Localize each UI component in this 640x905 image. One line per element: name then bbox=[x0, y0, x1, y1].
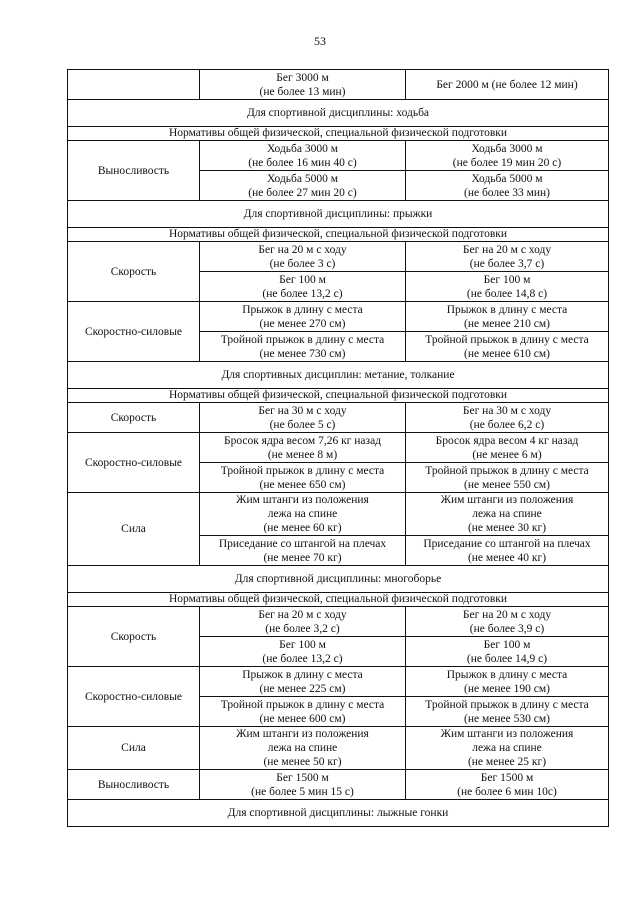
quality-label: Скоростно-силовые bbox=[68, 667, 200, 727]
norm-male bbox=[200, 463, 406, 493]
norm-male-line: Бег на 20 м с ходу bbox=[258, 243, 347, 256]
norm-female-line: (не более 14,9 с) bbox=[466, 652, 548, 665]
norm-male-line: (не менее 600 см) bbox=[259, 712, 346, 725]
norm-male-line: (не более 13,2 с) bbox=[262, 652, 343, 665]
norm-female-line: Жим штанги из положения bbox=[440, 494, 574, 506]
norm-female-line: Бег 100 м bbox=[483, 638, 531, 651]
norm-female bbox=[406, 403, 609, 433]
norm-female-line: Ходьба 3000 м bbox=[471, 142, 543, 155]
norm-female bbox=[406, 667, 609, 697]
norm-female-line: (не менее 25 кг) bbox=[467, 756, 547, 768]
norm-male-line: (не менее 270 см) bbox=[259, 317, 346, 330]
norm-female-line: (не более 19 мин 20 с) bbox=[452, 156, 562, 169]
discipline-heading: Для спортивной дисциплины: многоборье bbox=[68, 566, 609, 593]
norm-female bbox=[406, 727, 609, 770]
norm-female-line: Бег на 30 м с ходу bbox=[462, 404, 552, 417]
norm-female bbox=[406, 536, 609, 566]
norm-male-line: (не менее 730 см) bbox=[259, 347, 346, 360]
norm-female-line: (не менее 30 кг) bbox=[467, 522, 547, 534]
norm-female-line: лежа на спине bbox=[472, 742, 542, 754]
norm-male bbox=[200, 697, 406, 727]
table-row bbox=[68, 100, 609, 127]
table-row bbox=[68, 362, 609, 389]
norm-male-line: Прыжок в длину с места bbox=[242, 668, 363, 681]
norm-male-line: (не менее 225 см) bbox=[259, 682, 346, 695]
norm-female bbox=[406, 171, 609, 201]
norm-female-line: (не менее 210 см) bbox=[464, 317, 550, 330]
table-row bbox=[68, 493, 609, 536]
norm-male-line: Ходьба 3000 м bbox=[266, 142, 339, 155]
table-row bbox=[68, 566, 609, 593]
norm-male-line: Бег 100 м bbox=[279, 638, 326, 651]
norm-female bbox=[406, 770, 609, 800]
norm-male bbox=[200, 493, 406, 536]
norm-female-line: (не менее 610 см) bbox=[464, 347, 550, 360]
norm-male bbox=[200, 607, 406, 637]
norm-female-line: Бег 100 м bbox=[483, 273, 531, 286]
norm-female-line: Тройной прыжок в длину с места bbox=[425, 698, 589, 711]
norm-male-line: Бег 1500 м bbox=[276, 771, 329, 784]
norm-male-line: Бег 100 м bbox=[279, 273, 326, 286]
norm-male bbox=[200, 727, 406, 770]
norm-female bbox=[406, 141, 609, 171]
norm-male-line: (не более 5 с) bbox=[269, 418, 336, 431]
norm-female-line: (не более 14,8 с) bbox=[466, 287, 548, 300]
norm-female bbox=[406, 697, 609, 727]
discipline-heading: Для спортивной дисциплины: ходьба bbox=[68, 100, 609, 127]
discipline-heading: Для спортивных дисциплин: метание, толкание bbox=[68, 362, 609, 389]
norm-female bbox=[406, 433, 609, 463]
norm-male bbox=[200, 433, 406, 463]
norm-female bbox=[406, 302, 609, 332]
norm-male bbox=[200, 302, 406, 332]
norm-female-line: Тройной прыжок в длину с места bbox=[425, 464, 589, 477]
norm-female-line: (не более 3,9 с) bbox=[469, 622, 545, 635]
norm-female bbox=[406, 493, 609, 536]
norm-female-line: (не менее 530 см) bbox=[464, 712, 550, 725]
norm-female-line: (не менее 6 м) bbox=[472, 448, 542, 461]
norm-male-line: (не менее 60 кг) bbox=[263, 522, 342, 534]
norm-female-line: (не более 33 мин) bbox=[463, 186, 551, 199]
norm-male-line: Ходьба 5000 м bbox=[266, 172, 339, 185]
table-row bbox=[68, 242, 609, 272]
norm-male-line: лежа на спине bbox=[267, 508, 338, 520]
norm-female-line: (не более 3,7 с) bbox=[469, 257, 545, 270]
norm-female-line: Бег 1500 м bbox=[480, 771, 534, 784]
norm-male-line: Тройной прыжок в длину с места bbox=[220, 464, 385, 477]
norm-male-line: (не менее 50 кг) bbox=[263, 756, 342, 768]
norm-male-line: Бег на 30 м с ходу bbox=[258, 404, 347, 417]
norm-male-line: (не менее 8 м) bbox=[267, 448, 338, 461]
quality-label: Скорость bbox=[68, 607, 200, 667]
table-row bbox=[68, 141, 609, 171]
quality-label: Выносливость bbox=[68, 770, 200, 800]
norm-female bbox=[406, 242, 609, 272]
norm-female bbox=[406, 272, 609, 302]
norm-male bbox=[200, 242, 406, 272]
table-row bbox=[68, 607, 609, 637]
table-row bbox=[68, 770, 609, 800]
norm-female bbox=[406, 637, 609, 667]
quality-label: Скоростно-силовые bbox=[68, 302, 200, 362]
quality-label: Скоростно-силовые bbox=[68, 433, 200, 493]
norm-male-line: Тройной прыжок в длину с места bbox=[220, 698, 385, 711]
page-number: 53 bbox=[314, 34, 326, 48]
norm-male-line: (не более 16 мин 40 с) bbox=[248, 156, 357, 169]
norm-male-line: (не более 3 с) bbox=[269, 257, 336, 270]
table-row bbox=[68, 403, 609, 433]
norm-female-line: (не менее 190 см) bbox=[464, 682, 550, 695]
norms-subheading: Нормативы общей физической, специальной физической подготовки bbox=[68, 593, 609, 607]
discipline-heading: Для спортивной дисциплины: лыжные гонки bbox=[68, 800, 609, 827]
quality-label: Сила bbox=[68, 727, 200, 770]
norm-male bbox=[200, 403, 406, 433]
norm-male-line: Приседание со штангой на плечах bbox=[218, 537, 387, 550]
table-row bbox=[68, 127, 609, 141]
standards-table bbox=[67, 69, 609, 827]
norm-male bbox=[200, 272, 406, 302]
quality-label bbox=[68, 70, 200, 100]
table-row bbox=[68, 201, 609, 228]
table-row bbox=[68, 228, 609, 242]
norm-male-line: Тройной прыжок в длину с места bbox=[220, 333, 385, 346]
norm-male-line: (не более 3,2 с) bbox=[265, 622, 340, 635]
norm-male-line: (не менее 70 кг) bbox=[263, 551, 342, 564]
norm-male bbox=[200, 770, 406, 800]
table-row bbox=[68, 727, 609, 770]
norm-female-line: Бег на 20 м с ходу bbox=[462, 608, 552, 621]
norm-male-line: (не более 5 мин 15 с) bbox=[251, 785, 354, 798]
norm-male-line: Жим штанги из положения bbox=[236, 728, 369, 740]
norm-female-line: Бег на 20 м с ходу bbox=[462, 243, 552, 256]
quality-label: Скорость bbox=[68, 403, 200, 433]
norm-female-line: Бег 2000 м (не более 12 мин) bbox=[436, 78, 578, 91]
norm-male bbox=[200, 332, 406, 362]
norm-female-line: Бросок ядра весом 4 кг назад bbox=[435, 434, 579, 447]
table-row bbox=[68, 389, 609, 403]
norm-male bbox=[200, 70, 406, 100]
norm-male bbox=[200, 667, 406, 697]
quality-label: Выносливость bbox=[68, 141, 200, 201]
norm-female bbox=[406, 607, 609, 637]
norm-female-line: Приседание со штангой на плечах bbox=[423, 537, 591, 550]
table-row bbox=[68, 667, 609, 697]
norm-female bbox=[406, 70, 609, 100]
norm-male-line: Прыжок в длину с места bbox=[242, 303, 363, 316]
table-row bbox=[68, 302, 609, 332]
norm-male-line: (не более 13 мин) bbox=[259, 85, 346, 98]
table-row bbox=[68, 70, 609, 100]
norm-female bbox=[406, 463, 609, 493]
table-row bbox=[68, 433, 609, 463]
norm-female bbox=[406, 332, 609, 362]
norm-male-line: (не более 13,2 с) bbox=[262, 287, 343, 300]
quality-label: Сила bbox=[68, 493, 200, 566]
norm-male-line: (не менее 650 см) bbox=[259, 478, 346, 491]
norm-male-line: (не более 27 мин 20 с) bbox=[248, 186, 357, 199]
norm-female-line: (не менее 40 кг) bbox=[467, 551, 547, 564]
norm-female-line: Ходьба 5000 м bbox=[471, 172, 543, 185]
norms-subheading: Нормативы общей физической, специальной физической подготовки bbox=[68, 228, 609, 242]
norm-male bbox=[200, 171, 406, 201]
norm-male bbox=[200, 637, 406, 667]
norm-female-line: Прыжок в длину с места bbox=[446, 668, 568, 681]
norm-female-line: Жим штанги из положения bbox=[440, 728, 574, 740]
norms-subheading: Нормативы общей физической, специальной физической подготовки bbox=[68, 389, 609, 403]
norm-female-line: Прыжок в длину с места bbox=[446, 303, 568, 316]
norm-female-line: (не более 6 мин 10с) bbox=[457, 785, 557, 798]
norm-male-line: Бег 3000 м bbox=[276, 71, 329, 84]
norm-male-line: Жим штанги из положения bbox=[236, 494, 369, 506]
table-row bbox=[68, 800, 609, 827]
table-row bbox=[68, 593, 609, 607]
norm-female-line: (не более 6,2 с) bbox=[469, 418, 545, 431]
norm-male-line: Бег на 20 м с ходу bbox=[258, 608, 347, 621]
norm-male bbox=[200, 141, 406, 171]
discipline-heading: Для спортивной дисциплины: прыжки bbox=[68, 201, 609, 228]
norm-male-line: Бросок ядра весом 7,26 кг назад bbox=[223, 434, 382, 447]
standards-table-body bbox=[68, 70, 609, 827]
norm-female-line: (не менее 550 см) bbox=[464, 478, 550, 491]
norm-female-line: лежа на спине bbox=[472, 508, 542, 520]
norm-male-line: лежа на спине bbox=[267, 742, 338, 754]
norm-female-line: Тройной прыжок в длину с места bbox=[425, 333, 589, 346]
norm-male bbox=[200, 536, 406, 566]
quality-label: Скорость bbox=[68, 242, 200, 302]
norms-subheading: Нормативы общей физической, специальной физической подготовки bbox=[68, 127, 609, 141]
